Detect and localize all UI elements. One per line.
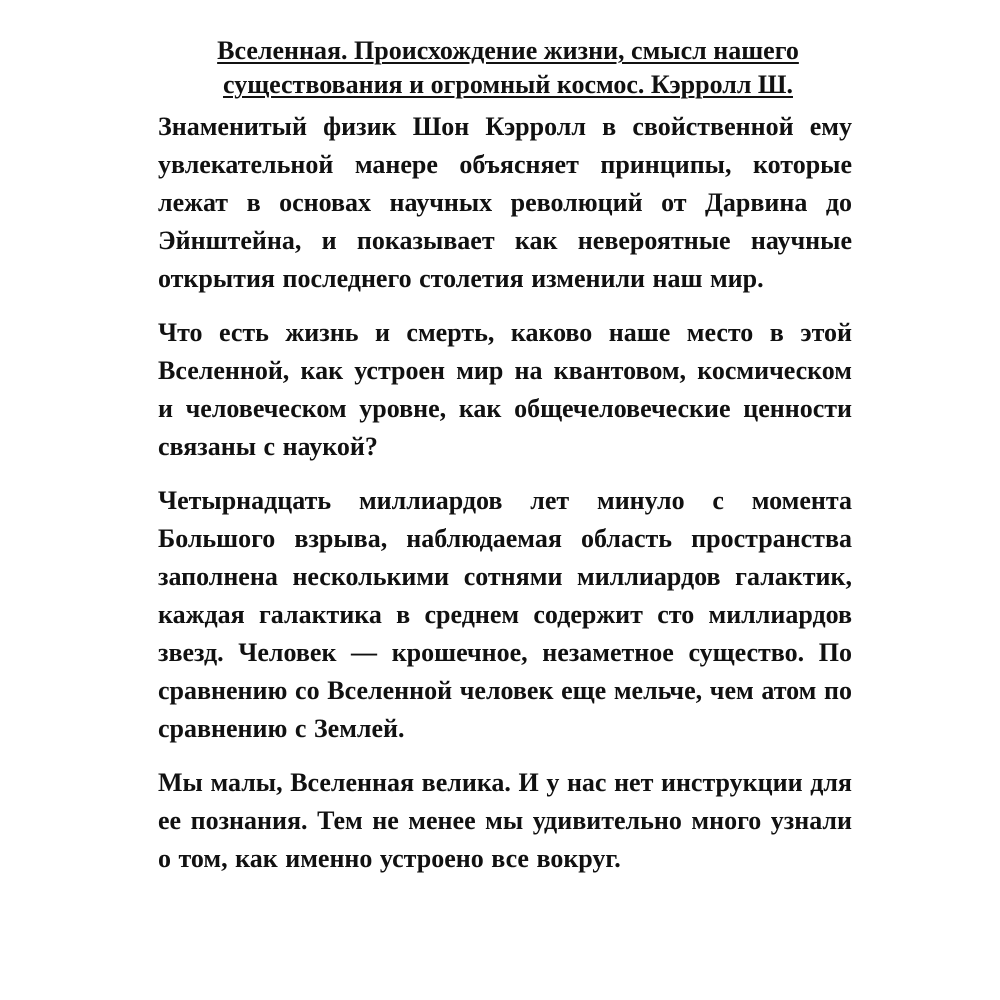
paragraph-4: Мы малы, Вселенная велика. И у нас нет инструкции для ее познания. Тем не менее мы удивительно много узнали о том, как именно устроено все вокруг. xyxy=(158,768,852,873)
paragraph-2: Что есть жизнь и смерть, каково наше место в этой Вселенной, как устроен мир на квантовом, космическом и человеческом уровне, как общечеловеческие ценности связаны с наукой? xyxy=(158,318,852,461)
paragraph-3: Четырнадцать миллиардов лет минуло с момента Большого взрыва, наблюдаемая область пространства заполнена несколькими сотнями миллиардов галактик, каждая галактика в среднем содержит сто миллиардов звезд. Человек — крошечное, незаметное существо. По сравнению со Вселенной человек еще мельче, чем атом по сравнению с Землей. xyxy=(158,486,852,743)
paragraph-1: Знаменитый физик Шон Кэрролл в свойственной ему увлекательной манере объясняет принципы, которые лежат в основах научных революций от Дарвина до Эйнштейна, и показывает как невероятные научные открытия последнего столетия изменили наш мир. xyxy=(158,112,852,293)
document-title: Вселенная. Происхождение жизни, смысл нашего существования и огромный космос. Кэрролл Ш. xyxy=(217,36,799,99)
